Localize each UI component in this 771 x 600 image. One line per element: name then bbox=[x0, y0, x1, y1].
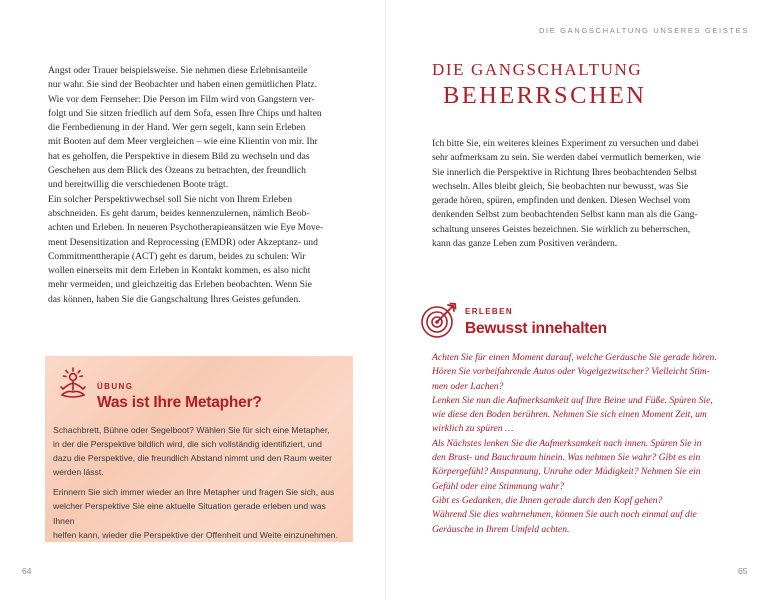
text-line: den Brust- und Bauchraum hinein. Was nehmen Sie wahr? Gibt es ein bbox=[432, 452, 701, 464]
exercise-kicker: ÜBUNG bbox=[97, 382, 134, 391]
left-body-text bbox=[48, 64, 338, 307]
text-line: Als Nächstes lenken Sie die Aufmerksamkeit nach innen. Spüren Sie in bbox=[432, 437, 702, 449]
text-line: wie diese den Boden berühren. Nehmen Sie sich einen Moment Zeit, um bbox=[432, 409, 707, 421]
text-line: Ich bitte Sie, ein weiteres kleines Experiment zu versuchen und dabei bbox=[432, 138, 699, 149]
text-line: in der die Perspektive bildlich wird, die sich vollständig identifiziert, und bbox=[53, 439, 322, 450]
text-line: hat es geholfen, die Perspektive in diesem Bild zu wechseln und das bbox=[48, 150, 310, 162]
exercise-paragraph bbox=[53, 485, 349, 541]
chapter-title-line-1: DIE GANGSCHALTUNG bbox=[432, 60, 643, 79]
chapter-title-line-2: BEHERRSCHEN bbox=[443, 82, 647, 109]
text-line: Ein solcher Perspektivwechsel soll Sie nicht von Ihrem Erleben bbox=[48, 193, 293, 205]
text-line: Commitmenttherapie (ACT) geht es darum, beides zu schulen: Wir bbox=[48, 250, 306, 262]
text-line: abschneiden. Es geht darum, beides kennenzulernen, nämlich Beob- bbox=[48, 207, 310, 219]
text-line: sehr aufmerksam zu sein. Sie werden dabei vermutlich bemerken, wie bbox=[432, 152, 701, 164]
target-icon bbox=[419, 301, 459, 341]
page-number-left: 64 bbox=[22, 566, 32, 576]
text-line: men oder Lachen? bbox=[432, 380, 504, 392]
text-line: Erinnern Sie sich immer wieder an Ihre Metapher und fragen Sie sich, aus bbox=[53, 487, 335, 498]
text-line: kann das ganze Leben zum Positiven verändern. bbox=[432, 238, 618, 250]
text-line: Lenken Sie nun die Aufmerksamkeit auf Ihre Beine und Füße. Spüren Sie, bbox=[432, 394, 713, 406]
text-line: wirklich zu spüren … bbox=[432, 423, 514, 435]
page-number-right: 65 bbox=[738, 566, 748, 576]
exercise-box bbox=[45, 356, 353, 542]
text-line: Geräusche in Ihrem Umfeld achten. bbox=[432, 523, 570, 535]
text-line: Angst oder Trauer beispielsweise. Sie nehmen diese Erlebnisanteile bbox=[48, 65, 308, 76]
text-line: die Fernbedienung in der Hand. Wer gern segelt, kann sein Erleben bbox=[48, 122, 306, 134]
text-line: Hören Sie vorbeifahrende Autos oder Vogelgezwitscher? Vielleicht Stim- bbox=[432, 366, 710, 378]
text-line: gerade hören, spüren, empfinden und denken. Diesen Wechsel vom bbox=[432, 195, 691, 207]
text-line: Körpergefühl? Anspannung, Unruhe oder Müdigkeit? Nehmen Sie ein bbox=[432, 466, 701, 478]
section-title: Bewusst innehalten bbox=[465, 320, 607, 337]
exercise-title: Was ist Ihre Metapher? bbox=[97, 394, 262, 411]
text-line: mehr vermeiden, und gleichzeitig das Erleben beobachten. Wenn Sie bbox=[48, 279, 312, 291]
text-line: dazu die Perspektive, die freundlich Abstand nimmt und den Raum weiter bbox=[53, 453, 332, 464]
exercise-text bbox=[53, 423, 349, 548]
text-line: helfen kann, wieder die Perspektive der Offenheit und Weite einzunehmen. bbox=[53, 529, 338, 540]
text-line: werden lässt. bbox=[53, 467, 104, 478]
text-line: das können, haben Sie die Gangschaltung Ihres Geistes gefunden. bbox=[48, 293, 301, 305]
meditation-icon bbox=[55, 366, 91, 402]
text-line: welcher Perspektive Sie eine aktuelle Situation gerade erleben und was Ihnen bbox=[53, 501, 326, 526]
exercise-instructions bbox=[432, 351, 722, 537]
text-line: Geschehen aus dem Blick des Ozeans zu betrachten, der freundlich bbox=[48, 165, 306, 177]
right-body-text bbox=[432, 137, 722, 251]
text-line: Schachbrett, Bühne oder Segelboot? Wählen Sie für sich eine Metapher, bbox=[53, 425, 330, 435]
text-line: wechseln. Alles bleibt gleich, Sie beobachten nur bewusst, was Sie bbox=[432, 180, 689, 192]
running-head: DIE GANGSCHALTUNG UNSERES GEISTES bbox=[538, 26, 749, 35]
chapter-title bbox=[432, 60, 646, 111]
text-line: Achten Sie für einen Moment darauf, welche Geräusche Sie gerade hören. bbox=[432, 352, 717, 363]
text-line: Wie vor dem Fernseher: Die Person im Film wird von Gangstern ver- bbox=[48, 93, 315, 105]
text-line: ment Desensitization and Reprocessing (EMDR) oder Akzeptanz- und bbox=[48, 236, 318, 248]
text-line: schaltung unseres Geistes bezeichnen. Sie wirklich zu beherrschen, bbox=[432, 223, 691, 235]
text-line: achten und Erleben. In neueren Psychotherapieansätzen wie Eye Move- bbox=[48, 222, 324, 234]
text-line: mit Booten auf dem Meer vergleichen – wie eine Klientin von mir. Ihr bbox=[48, 136, 318, 148]
text-line: Sie innerlich die Perspektive in Richtung Ihres beobachtenden Selbst bbox=[432, 166, 697, 178]
text-line: wollen einerseits mit dem Erleben in Kontakt kommen, es also nicht bbox=[48, 265, 311, 277]
text-line: Während Sie dies wahrnehmen, können Sie auch noch einmal auf die bbox=[432, 509, 697, 521]
text-line: Gefühl oder eine Stimmung wahr? bbox=[432, 480, 565, 492]
text-line: Gibt es Gedanken, die Ihnen gerade durch den Kopf gehen? bbox=[432, 494, 663, 506]
text-line: denkenden Selbst zum beobachtenden Selbst kann man als die Gang- bbox=[432, 209, 698, 221]
text-line: folgt und Sie sitzen friedlich auf dem Sofa, essen Ihre Chips und halten bbox=[48, 107, 322, 119]
section-kicker: ERLEBEN bbox=[465, 307, 514, 316]
exercise-paragraph bbox=[53, 423, 349, 479]
text-line: und bereitwillig die verschiedenen Boote trägt. bbox=[48, 179, 229, 191]
text-line: nur wahr. Sie sind der Beobachter und haben einen gemütlichen Platz. bbox=[48, 79, 318, 91]
